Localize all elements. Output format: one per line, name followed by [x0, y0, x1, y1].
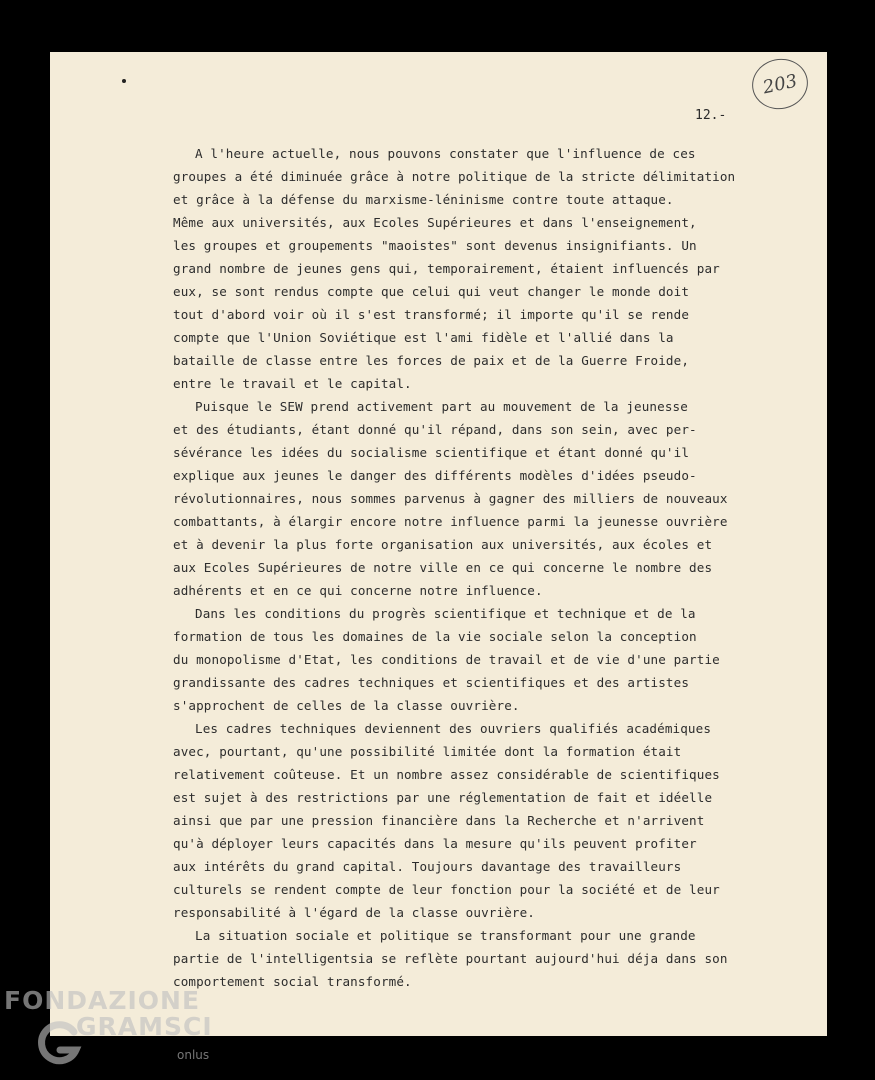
- text-line: groupes a été diminuée grâce à notre politique de la stricte délimitation: [173, 169, 736, 184]
- document-page: [50, 52, 827, 1036]
- text-line: et à devenir la plus forte organisation aux universités, aux écoles et: [173, 537, 713, 552]
- archive-number-stamp: 203: [747, 54, 812, 115]
- text-line: tout d'abord voir où il s'est transformé; il importe qu'il se rende: [173, 307, 690, 322]
- text-line: avec, pourtant, qu'une possibilité limitée dont la formation était: [173, 744, 682, 759]
- text-line: eux, se sont rendus compte que celui qui veut changer le monde doit: [173, 284, 690, 299]
- text-line: partie de l'intelligentsia se reflète pourtant aujourd'hui déja dans son: [173, 951, 728, 966]
- text-line: s'approchent de celles de la classe ouvrière.: [173, 698, 520, 713]
- watermark-line2: GRAMSCI: [76, 1012, 213, 1041]
- body-text: [50, 144, 827, 989]
- text-line: comportement social transformé.: [173, 974, 412, 989]
- text-line: Dans les conditions du progrès scientifique et technique et de la: [195, 606, 696, 621]
- text-line: A l'heure actuelle, nous pouvons constater que l'influence de ces: [195, 146, 696, 161]
- watermark-line1: FONDAZIONE: [4, 986, 201, 1015]
- text-line: sévérance les idées du socialisme scientifique et étant donné qu'il: [173, 445, 690, 460]
- text-line: explique aux jeunes le danger des différents modèles d'idées pseudo-: [173, 468, 697, 483]
- watermark-sub: onlus: [177, 1048, 210, 1062]
- fondazione-gramsci-watermark: [0, 982, 230, 1080]
- text-line: Les cadres techniques deviennent des ouvriers qualifiés académiques: [195, 721, 712, 736]
- text-line: du monopolisme d'Etat, les conditions de travail et de vie d'une partie: [173, 652, 720, 667]
- text-line: Puisque le SEW prend activement part au mouvement de la jeunesse: [195, 399, 688, 414]
- text-line: grand nombre de jeunes gens qui, temporairement, étaient influencés par: [173, 261, 720, 276]
- text-line: et des étudiants, étant donné qu'il répand, dans son sein, avec per-: [173, 422, 697, 437]
- text-line: est sujet à des restrictions par une réglementation de fait et idéelle: [173, 790, 713, 805]
- text-line: les groupes et groupements "maoistes" sont devenus insignifiants. Un: [173, 238, 697, 253]
- text-line: responsabilité à l'égard de la classe ouvrière.: [173, 905, 535, 920]
- text-line: et grâce à la défense du marxisme-léninisme contre toute attaque.: [173, 192, 674, 207]
- text-line: grandissante des cadres techniques et scientifiques et des artistes: [173, 675, 690, 690]
- ink-dot: [122, 79, 126, 83]
- text-line: culturels se rendent compte de leur fonction pour la société et de leur: [173, 882, 720, 897]
- text-line: entre le travail et le capital.: [173, 376, 412, 391]
- text-line: La situation sociale et politique se transformant pour une grande: [195, 928, 696, 943]
- text-line: révolutionnaires, nous sommes parvenus à gagner des milliers de nouveaux: [173, 491, 728, 506]
- text-line: aux Ecoles Supérieures de notre ville en ce qui concerne le nombre des: [173, 560, 713, 575]
- text-line: ainsi que par une pression financière dans la Recherche et n'arrivent: [173, 813, 705, 828]
- text-line: adhérents et en ce qui concerne notre influence.: [173, 583, 543, 598]
- text-line: bataille de classe entre les forces de paix et de la Guerre Froide,: [173, 353, 690, 368]
- text-line: relativement coûteuse. Et un nombre assez considérable de scientifiques: [173, 767, 720, 782]
- text-line: aux intérêts du grand capital. Toujours davantage des travailleurs: [173, 859, 682, 874]
- text-line: compte que l'Union Soviétique est l'ami fidèle et l'allié dans la: [173, 330, 674, 345]
- text-line: qu'à déployer leurs capacités dans la mesure qu'ils peuvent profiter: [173, 836, 697, 851]
- page-number: 12.-: [695, 108, 727, 123]
- text-line: combattants, à élargir encore notre influence parmi la jeunesse ouvrière: [173, 514, 728, 529]
- text-line: formation de tous les domaines de la vie sociale selon la conception: [173, 629, 697, 644]
- text-line: Même aux universités, aux Ecoles Supérieures et dans l'enseignement,: [173, 215, 697, 230]
